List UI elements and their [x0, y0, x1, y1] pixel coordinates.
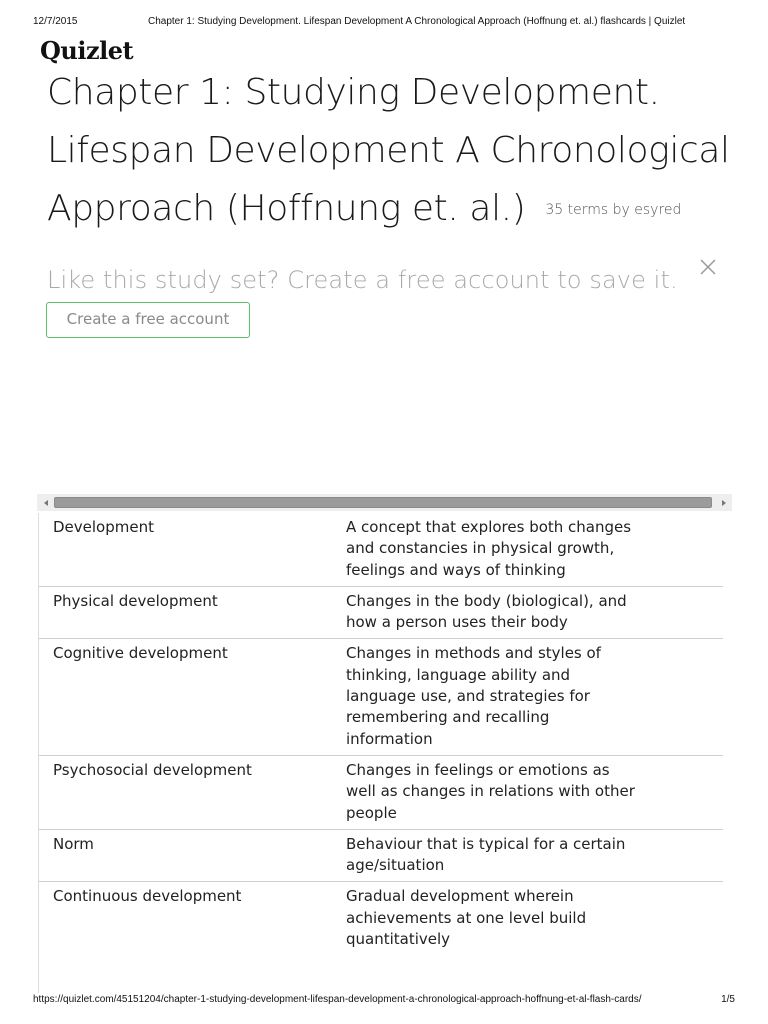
term-word: Norm [53, 834, 94, 853]
set-title-line-2: Lifespan Development A Chronological [47, 130, 730, 171]
set-title-line-3 [47, 180, 727, 239]
scroll-left-arrow-icon[interactable] [37, 494, 54, 511]
term-definition: Changes in feelings or emotions as well as changes in relations with other people [346, 760, 635, 822]
term-definition: Behaviour that is typical for a certain age/situation [346, 834, 626, 875]
term-word: Cognitive development [53, 644, 228, 663]
print-footer [33, 994, 735, 1008]
term-row [39, 882, 723, 955]
term-row [39, 830, 723, 883]
print-url: https://quizlet.com/45151204/chapter-1-studying-development-lifespan-development-a-chronological-approach-hoffnung-et-al-flash-cards/ [33, 994, 642, 1005]
print-header [33, 16, 735, 30]
scroll-right-arrow-icon[interactable] [715, 494, 732, 511]
term-definition: Gradual development wherein achievements at one level build quantitatively [346, 887, 587, 949]
set-title-line-3-text: Approach (Hoffnung et. al.) [47, 188, 526, 229]
term-definition: A concept that explores both changes and constancies in physical growth, feelings and ways of thinking [346, 518, 632, 579]
term-row [39, 587, 723, 640]
author-link[interactable]: esyred [634, 202, 682, 218]
term-word: Psychosocial development [53, 760, 252, 779]
term-definition: Changes in methods and styles of thinking, language ability and language use, and strategies for remembering and recalling information [346, 644, 601, 748]
print-page-number: 1/5 [721, 994, 735, 1005]
horizontal-scrollbar[interactable] [37, 494, 732, 511]
set-title-line-1: Chapter 1: Studying Development. [47, 72, 660, 113]
term-row [39, 513, 723, 587]
set-title [47, 64, 730, 239]
set-meta [545, 202, 681, 218]
create-free-account-button[interactable]: Create a free account [46, 302, 250, 338]
signup-prompt: Like this study set? Create a free account to save it. [47, 266, 678, 294]
term-row [39, 756, 723, 830]
scrollbar-thumb[interactable] [54, 497, 712, 508]
print-date: 12/7/2015 [33, 16, 78, 27]
quizlet-logo[interactable]: Quizlet [40, 36, 134, 65]
terms-list [38, 513, 733, 993]
term-count: 35 terms [545, 202, 609, 218]
term-word: Development [53, 518, 154, 536]
by-label: by [612, 202, 630, 218]
term-word: Physical development [53, 591, 218, 610]
print-document-title: Chapter 1: Studying Development. Lifespan Development A Chronological Approach (Hoffnung et. al.) flashcards | Quizlet [148, 16, 686, 27]
close-icon[interactable] [698, 257, 718, 277]
term-row [39, 639, 723, 755]
term-word: Continuous development [53, 887, 242, 906]
term-definition: Changes in the body (biological), and how a person uses their body [346, 591, 627, 632]
